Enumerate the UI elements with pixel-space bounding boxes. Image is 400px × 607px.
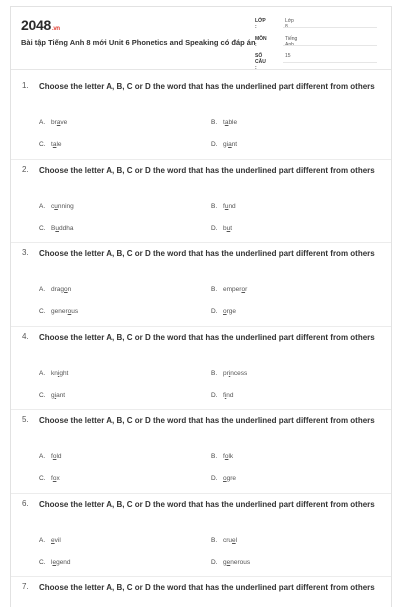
word-part: n [67, 286, 72, 293]
option-word [51, 286, 71, 293]
word-part: x [56, 475, 60, 482]
question-number: 1. [22, 81, 29, 90]
answer-option[interactable] [211, 141, 237, 148]
word-part: g [223, 558, 227, 566]
question-divider [11, 409, 391, 410]
word-part: ble [228, 119, 238, 126]
option-word [51, 141, 62, 148]
word-part: l [51, 558, 53, 566]
word-part: ncess [230, 369, 248, 377]
underlined-part: a [52, 141, 57, 148]
word-part: le [56, 141, 62, 148]
word-part: nerous [230, 558, 251, 566]
option-word [51, 370, 68, 377]
option-word [51, 453, 62, 460]
option-letter: B. [211, 286, 218, 293]
option-letter: C. [39, 308, 46, 315]
option-letter: C. [39, 558, 46, 566]
option-word [223, 392, 234, 399]
underlined-part: o [241, 286, 246, 293]
underlined-part: o [67, 308, 72, 315]
option-word [51, 537, 61, 544]
option-word [223, 308, 236, 315]
option-word [51, 559, 71, 566]
option-word [51, 119, 67, 126]
question-number: 5. [22, 415, 29, 424]
answer-option[interactable] [211, 537, 237, 544]
word-part: l [235, 536, 238, 544]
question-text: Choose the letter A, B, C or D the word that has the underlined part different from others [39, 499, 375, 509]
word-part: emper [223, 286, 242, 293]
question-text: Choose the letter A, B, C or D the word that has the underlined part different from others [39, 165, 375, 175]
answer-option[interactable] [39, 119, 67, 126]
logo-text: 2048 [21, 17, 51, 33]
underlined-part: a [228, 141, 232, 148]
underlined-part: u [54, 202, 58, 210]
option-letter: A. [39, 202, 46, 210]
underlined-part: o [223, 308, 227, 315]
option-word [51, 203, 74, 210]
option-letter: A. [39, 453, 46, 460]
option-letter: B. [211, 369, 218, 377]
answer-option[interactable] [211, 475, 236, 482]
answer-option[interactable] [211, 559, 250, 566]
option-word [51, 225, 73, 232]
word-part: t [223, 119, 225, 126]
word-part: ght [59, 369, 69, 377]
answer-option[interactable] [211, 308, 236, 315]
option-word [223, 225, 232, 232]
document-header [11, 7, 391, 70]
question-number: 2. [22, 164, 29, 174]
question-divider [11, 326, 391, 327]
option-letter: B. [211, 536, 218, 544]
logo-tld: .vn [51, 26, 60, 32]
word-part: f [223, 453, 225, 460]
word-part: nt [231, 141, 238, 148]
word-part: gener [51, 308, 68, 315]
answer-option[interactable] [211, 119, 237, 126]
option-word [223, 119, 237, 126]
underlined-part: o [64, 286, 68, 293]
option-letter: A. [39, 369, 46, 377]
word-part: ddha [58, 224, 74, 232]
word-part: ld [56, 453, 62, 460]
meta-value: Lớp 8 [285, 18, 294, 30]
word-part: vil [54, 536, 61, 544]
underlined-part: i [228, 369, 231, 377]
option-word [51, 475, 60, 482]
option-letter: A. [39, 536, 46, 544]
option-word [51, 392, 65, 399]
underlined-part: e [51, 536, 55, 544]
option-word [51, 308, 78, 315]
word-part: ant [56, 391, 66, 399]
answer-option[interactable] [39, 203, 74, 210]
question-divider [11, 242, 391, 243]
word-part: gend [56, 558, 71, 566]
question-divider [11, 159, 391, 160]
option-letter: C. [39, 141, 46, 148]
answer-option[interactable] [39, 141, 62, 148]
word-part: pr [223, 369, 229, 377]
word-part: r [245, 286, 248, 293]
underlined-part: i [54, 391, 57, 399]
word-part: B [51, 224, 56, 232]
answer-option[interactable] [39, 308, 78, 315]
option-letter: C. [39, 391, 46, 399]
answer-option[interactable] [211, 370, 247, 377]
answer-option[interactable] [211, 225, 232, 232]
option-letter: A. [39, 286, 46, 293]
option-letter: A. [39, 119, 46, 126]
question-text: Choose the letter A, B, C or D the word that has the underlined part different from others [39, 332, 375, 342]
answer-option[interactable] [39, 537, 61, 544]
underlined-part: e [226, 558, 231, 566]
option-word [223, 203, 236, 210]
answer-option[interactable] [211, 203, 236, 210]
word-part: f [223, 391, 225, 399]
question-text: Choose the letter A, B, C or D the word that has the underlined part different from others [39, 416, 375, 425]
question-number: 7. [22, 582, 29, 591]
word-part: kn [51, 369, 58, 377]
word-part: ve [60, 119, 68, 126]
option-letter: D. [211, 224, 218, 232]
underlined-part: u [224, 202, 229, 210]
meta-key: LỚP : [255, 18, 266, 30]
underlined-part: o [52, 453, 57, 460]
underlined-part: e [232, 536, 236, 544]
word-part: rge [226, 308, 237, 315]
option-word [223, 370, 247, 377]
word-part: nning [57, 202, 74, 210]
word-part: cru [223, 536, 233, 544]
option-letter: B. [211, 119, 218, 126]
answer-option[interactable] [39, 286, 71, 293]
question-number: 6. [22, 498, 29, 508]
option-letter: D. [211, 475, 218, 482]
document-title: Bài tập Tiếng Anh 8 mới Unit 6 Phonetics and Speaking có đáp án [21, 38, 256, 47]
document-page [10, 6, 392, 607]
meta-key: MÔN : [255, 36, 267, 48]
word-part: lk [228, 453, 234, 460]
option-letter: C. [39, 475, 46, 482]
question-text: Choose the letter A, B, C or D the word that has the underlined part different from others [39, 583, 375, 592]
word-part: g [51, 391, 55, 399]
question-number: 3. [22, 248, 29, 257]
option-word [223, 286, 247, 293]
word-part: t [230, 224, 233, 232]
underlined-part: a [224, 119, 229, 126]
underlined-part: u [226, 224, 231, 232]
underlined-part: i [224, 391, 227, 399]
word-part: gi [223, 141, 229, 148]
question-divider [11, 493, 391, 494]
underlined-part: o [224, 453, 229, 460]
option-word [223, 559, 250, 566]
answer-option[interactable] [39, 370, 68, 377]
word-part: nd [228, 202, 236, 210]
option-letter: D. [211, 558, 218, 566]
question-number: 4. [22, 331, 29, 341]
word-part: nd [226, 391, 234, 399]
underlined-part: o [223, 475, 227, 482]
option-letter: D. [211, 391, 218, 399]
option-word [223, 141, 237, 148]
site-logo[interactable] [21, 17, 60, 33]
underlined-part: i [57, 369, 60, 377]
underlined-part: e [52, 558, 57, 566]
answer-option[interactable] [39, 225, 73, 232]
answer-option[interactable] [211, 286, 247, 293]
underlined-part: u [55, 224, 59, 232]
question-text: Choose the letter A, B, C or D the word that has the underlined part different from others [39, 82, 375, 91]
word-part: b [223, 224, 227, 232]
meta-value: Tiếng Anh [285, 36, 298, 48]
option-letter: D. [211, 141, 218, 148]
option-letter: D. [211, 308, 218, 315]
option-word [223, 453, 233, 460]
word-part: f [223, 202, 225, 210]
underlined-part: o [52, 475, 57, 482]
option-letter: B. [211, 202, 218, 210]
word-part: f [51, 453, 53, 460]
word-part: drag [51, 286, 65, 293]
option-letter: B. [211, 453, 218, 460]
word-part: f [51, 475, 53, 482]
answer-option[interactable] [39, 453, 62, 460]
answer-option[interactable] [211, 392, 234, 399]
word-part: t [51, 141, 53, 148]
answer-option[interactable] [39, 392, 65, 399]
underlined-part: a [56, 119, 61, 126]
answer-option[interactable] [39, 475, 60, 482]
meta-value: 15 [285, 53, 291, 59]
word-part: c [51, 202, 55, 210]
option-word [223, 537, 237, 544]
question-divider [11, 576, 391, 577]
word-part: br [51, 119, 57, 126]
word-part: us [71, 308, 79, 315]
option-word [223, 475, 236, 482]
meta-key: SỐ CÂU : [255, 53, 266, 71]
word-part: gre [226, 475, 237, 482]
answer-option[interactable] [211, 453, 233, 460]
option-letter: C. [39, 224, 46, 232]
question-text: Choose the letter A, B, C or D the word that has the underlined part different from others [39, 249, 375, 258]
answer-option[interactable] [39, 559, 71, 566]
